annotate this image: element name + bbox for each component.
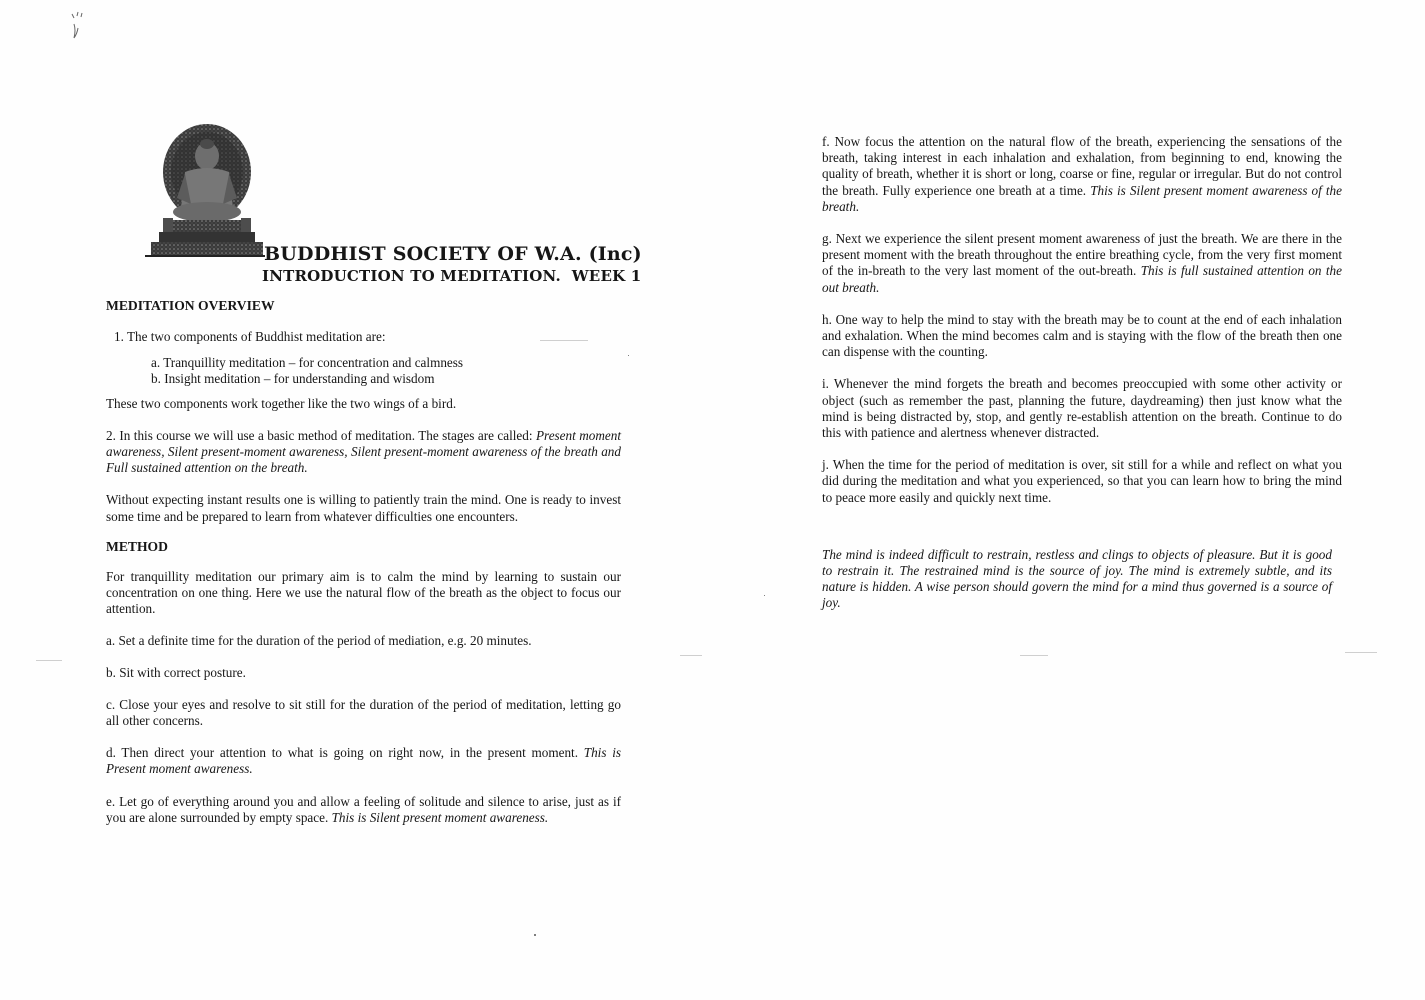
step-i: i. Whenever the mind forgets the breath and becomes preoccupied with some other activity or object (such as remember the past, planning the future, daydreaming) then just know what the mind is being distracted by, stop, and gently re-establish attention on the breath. Continue to do this with patience and alertness whenever distracted. xyxy=(822,376,1342,441)
scan-line xyxy=(1020,655,1048,656)
step-f xyxy=(822,134,1342,215)
step-c: c. Close your eyes and resolve to sit still for the duration of the period of meditation, letting go all other concerns. xyxy=(106,696,621,729)
closing-quote: The mind is indeed difficult to restrain, restless and clings to objects of pleasure. But it is good to restrain it. The restrained mind is the source of joy. The mind is extremely subtle, and its nature is hidden. A wise person should govern the mind for a mind thus governed is a source of joy. xyxy=(822,546,1332,611)
list-item: b. Insight meditation – for understanding and wisdom xyxy=(151,371,435,387)
step-g-italic: This is full sustained attention on the out breath. xyxy=(822,263,1343,295)
step-b: b. Sit with correct posture. xyxy=(106,664,246,680)
overview-heading: MEDITATION OVERVIEW xyxy=(106,298,275,313)
course-stages: Present moment awareness, Silent present-moment awareness, Silent present-moment awareness of the breath and Full sustained attention on the breath. xyxy=(106,427,621,476)
step-d-text: d. Then direct your attention to what is going on right now, in the present moment. xyxy=(106,745,578,761)
tranquillity-paragraph: For tranquillity meditation our primary aim is to calm the mind by learning to sustain our concentration on one thing. Here we use the natural flow of the breath as the object to focus our attention. xyxy=(106,568,621,617)
document-header xyxy=(262,242,642,286)
society-name: BUDDHIST SOCIETY OF W.A. (Inc) xyxy=(264,243,642,265)
step-e xyxy=(106,794,621,826)
scan-line xyxy=(36,660,62,661)
left-column xyxy=(106,298,621,826)
scan-line xyxy=(540,340,588,341)
scan-line xyxy=(680,655,702,656)
step-g-text: g. Next we experience the silent present moment awareness of just the breath. We are there in the present moment with the breath throughout the entire breathing cycle, from the very first moment of the in-breath to the very last moment of the out-breath. xyxy=(822,231,1342,279)
step-e-text: e. Let go of everything around you and allow a feeling of solitude and silence to arise, just as if you are alone surrounded by empty space. xyxy=(106,793,621,825)
scan-line xyxy=(1345,652,1377,653)
scan-speck xyxy=(764,595,765,596)
step-a: a. Set a definite time for the duration of the period of mediation, e.g. 20 minutes. xyxy=(106,633,532,649)
list-item: a. Tranquillity meditation – for concentration and calmness xyxy=(151,355,464,371)
course-text: 2. In this course we will use a basic method of meditation. The stages are called: xyxy=(106,427,533,443)
step-j: j. When the time for the period of meditation is over, sit still for a while and reflect on what you did during the meditation and what you experienced, so that you can learn how to bring the mind to peace more easily and quickly next time. xyxy=(822,457,1342,505)
course-title: INTRODUCTION TO MEDITATION. WEEK 1 xyxy=(262,267,642,285)
method-heading: METHOD xyxy=(106,538,168,554)
step-g xyxy=(822,231,1342,296)
expect-paragraph: Without expecting instant results one is willing to patiently train the mind. One is ready to invest some time and be prepared to learn from whatever difficulties one encounters. xyxy=(106,492,621,524)
scan-speck xyxy=(628,355,629,356)
step-d-italic: This is Present moment awareness. xyxy=(106,745,621,777)
step-f-italic: This is Silent present moment awareness of the breath. xyxy=(822,182,1343,214)
step-d xyxy=(106,745,621,777)
step-f-text: f. Now focus the attention on the natural flow of the breath, experiencing the sensations of the breath, taking interest in each inhalation and exhalation, from beginning to end, knowing the quality of breath, whether it is short or long, coarse or fine, regular or irregular. But do not control the breath. Fully experience one breath at a time. xyxy=(822,134,1342,198)
pen-mark-icon xyxy=(68,10,98,44)
components-intro: 1. The two components of Buddhist meditation are: xyxy=(114,329,386,344)
scan-speck xyxy=(534,934,536,936)
step-h: h. One way to help the mind to stay with the breath may be to count at the end of each inhalation and exhalation. When the mind becomes calm and is staying with the flow of the breath then one can dispense with the counting. xyxy=(822,311,1342,360)
course-paragraph xyxy=(106,428,621,477)
wings-paragraph: These two components work together like the two wings of a bird. xyxy=(106,395,457,411)
step-e-italic: This is Silent present moment awareness. xyxy=(331,809,549,825)
seated-buddha-icon xyxy=(145,120,265,260)
components-list xyxy=(151,355,621,387)
right-column xyxy=(822,134,1342,612)
